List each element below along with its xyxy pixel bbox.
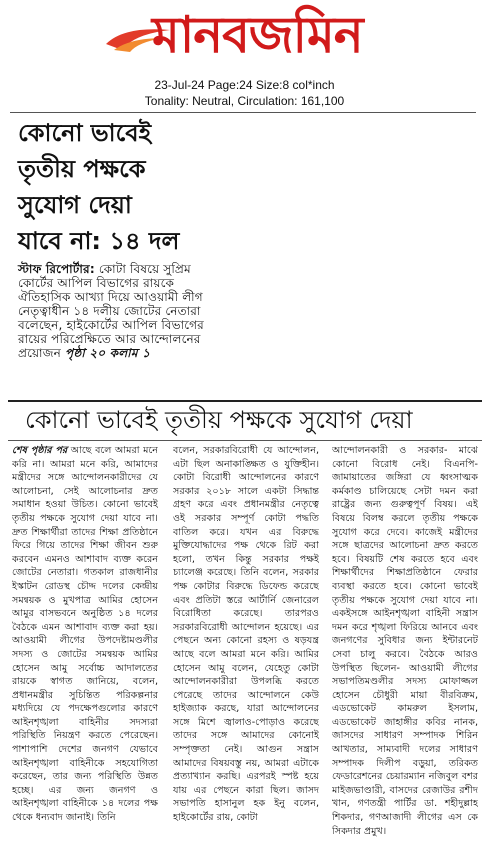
article-2-body — [10, 444, 482, 848]
jump-reference: পৃষ্ঠা ২০ কলাম ১ — [65, 346, 151, 360]
body-column-2: বলেন, সরকারবিরোধী যে আন্দোলন, এটা ছিল অনাকাঙ্ক্ষিত ও যুক্তিহীন। কোটা বিরোধী আন্দোলনের কারণে সরকার ২০১৮ সালে একটা সিদ্ধান্ত গ্রহণ করে এবং প্রধানমন্ত্রীর নেতৃত্বে ওই সরকার সম্পূর্ণ কোটা পদ্ধতি বাতিল করে। যখন এর বিরুদ্ধে মুক্তিযোদ্ধাদের পক্ষ থেকে রিট করা হলো, তখন কিন্তু সরকার পক্ষই চ্যালেঞ্জ করেছে। তিনি বলেন, সরকার পক্ষ কোটার বিরুদ্ধে ডিফেন্ড করেছে এবং প্রতিটা স্তরে আর্টার্নি জেনারেল বিরোধিতা করেছে। তারপরও সরকারবিরোধী আন্দোলন হয়েছে। এর পেছনে অন্য কোনো রহস্য ও ষড়যন্ত্র আছে বলে আমরা মনে করি। আমির হোসেন আমু বলেন, যেহেতু কোটা আন্দোলনকারীরা উপলব্ধি করতে পেরেছে তাদের আন্দোলনে কেউ হাইজ্যাক করছে, যারা আন্দোলনের সঙ্গে মিশে জ্বালাও-পোড়াও করেছে তাদের সঙ্গে আমাদের কোনোই সম্পৃক্ততা নেই। আগুন সন্ত্রাস আমাদের বিষয়বস্তু নয়, আমরা এটাকে প্রত্যাখ্যান করছি। এরপরই স্পষ্ট হয়ে যায় এর পেছনে কারা ছিল। জাসদ সভাপতি হাসানুল হক ইনু বলেন, হাইকোর্টের রায়, কোটা — [173, 445, 319, 824]
headline-line-3: সুযোগ দেয়া — [18, 191, 132, 219]
clipping-tonality: Tonality: Neutral, Circulation: 161,100 — [144, 94, 345, 108]
clipping-meta: 23-Jul-24 Page:24 Size:8 col*inch — [154, 78, 335, 92]
article-intro — [18, 262, 214, 360]
intro-text: কোটা বিষয়ে সুপ্রিম কোর্টের আপিল বিভাগের রায়কে ঐতিহাসিক আখ্যা দিয়ে আওয়ামী লীগ নেতৃত্বাধীন ১৪ দলীয় জোটের নেতারা বলেছেন, হাইকোর্টের আপিল বিভাগের রায়ের পরিপ্রেক্ষিতে আর আন্দোলনের প্রয়োজন — [18, 262, 204, 360]
clip-divider-top — [10, 112, 476, 113]
headline-line-4: যাবে না: ১৪ দল — [18, 227, 180, 255]
body-column-3: আন্দোলনকারী ও সরকার- মাঝে কোনো বিরোধ নেই। বিএনপি-জামায়াতের জঙ্গিরা যে ধ্বংসাত্মক কর্মকাণ্ড চালিয়েছে সেটা দমন করা রাষ্ট্রের জন্য গুরুত্বপূর্ণ বিষয়। এই বিষয়ে বিলম্ব করলে তৃতীয় পক্ষকে সুযোগ করে দেবে। কাজেই মন্ত্রীদের সঙ্গে ছাত্রদের আলোচনা দ্রুত করতে হবে। বিষয়টি শেষ করতে হবে এবং শিক্ষার্থীদের শিক্ষাপ্রতিষ্ঠানে ফেরার ব্যবস্থা করতে হবে। কোনো ভাবেই তৃতীয় পক্ষকে সুযোগ দেয়া যাবে না। একইসঙ্গে আইনশৃঙ্খলা বাহিনী সন্ত্রাস দমন করে শৃঙ্খলা ফিরিয়ে আনবে এবং জনগণের সুবিধার জন্য ইন্টারনেট সেবা চালু করবে। বৈঠকে আরও উপস্থিত ছিলেন- আওয়ামী লীগের সভাপতিমণ্ডলীর সদস্য মোফাজ্জল হোসেন চৌধুরী মায়া বীরবিক্রম, এডভোকেট কামরুল ইসলাম, এডভোকেট জাহাঙ্গীর কবির নানক, জাসদের সাধারণ সম্পাদক শিরিন আখতার, সাম্যবাদী দলের সাধারণ সম্পাদক দিলীপ বড়ুয়া, তরিকত ফেডারেশনের চেয়ারম্যান নজিবুল বশর মাইজভাণ্ডারী, বাসদের রেজাউর রশীদ খান, গণতন্ত্রী পার্টির ডা. শহীদুল্লাহ শিকদার, গণআজাদী লীগের এস কে সিকদার প্রমুখ। — [332, 445, 478, 837]
masthead — [0, 0, 489, 108]
byline: স্টাফ রিপোর্টার: — [18, 262, 95, 276]
logo-text: মানবজমিন — [152, 5, 363, 64]
headline-line-1: কোনো ভাবেই — [18, 119, 152, 147]
continued-label: শেষ পৃষ্ঠার পর — [12, 445, 68, 456]
headline-line-2: তৃতীয় পক্ষকে — [18, 155, 146, 183]
column-1-text: আছে বলে আমরা মনে করি না। আমরা মনে করি, আমাদের মন্ত্রীদের সঙ্গে আন্দোলনকারীদের যে আলোচনা, সেই আলোচনার দ্রুত সমাধান হওয়া উচিত। কোনো ভাবেই তৃতীয় পক্ষকে সুযোগ দেয়া যাবে না। দ্রুত শিক্ষার্থীরা তাদের শিক্ষা প্রতিষ্ঠানে ফিরে গিয়ে তাদের শিক্ষা জীবন শুরু করবেন এমনও আশাবাদ ব্যক্ত করেন জোটের নেতারা। গতকাল রাজধানীর ইস্কাটন রোডস্থ চৌদ্দ দলের কেন্দ্রীয় সমন্বয়ক ও মুখপাত্র আমির হোসেন আমুর বাসভবনে অনুষ্ঠিত ১৪ দলের বৈঠকে এমন আশাবাদ ব্যক্ত করা হয়। আওয়ামী লীগের উপদেষ্টামণ্ডলীর সদস্য ও জোটের সমন্বয়ক আমির হোসেন আমু সর্বোচ্চ আদালতের রায়কে স্বাগত জানিয়ে, বলেন, প্রধানমন্ত্রীর সুচিন্তিত পরিকল্পনার মধ্যদিয়ে যে পদক্ষেপগুলোর কারণে আইনশৃঙ্খলা বাহিনীর সদস্যরা পরিস্থিতি নিয়ন্ত্রণ করতে পেরেছেন। পাশাপাশি দেশের জনগণ যেভাবে আইনশৃঙ্খলা বাহিনীকে সহযোগিতা করেছেন, তার জন্য পরিস্থিতি উন্নত হচ্ছে। এর জন্য জনগণ ও আইনশৃঙ্খলা বাহিনীকে ১৪ দলের পক্ষ থেকে ধন্যবাদ জানাই। তিনি — [12, 445, 158, 824]
article-2-headline: কোনো ভাবেই তৃতীয় পক্ষকে সুযোগ দেয়া — [25, 406, 413, 434]
body-column-1 — [12, 444, 158, 848]
headline-underline — [8, 440, 482, 441]
newspaper-logo — [104, 6, 376, 68]
